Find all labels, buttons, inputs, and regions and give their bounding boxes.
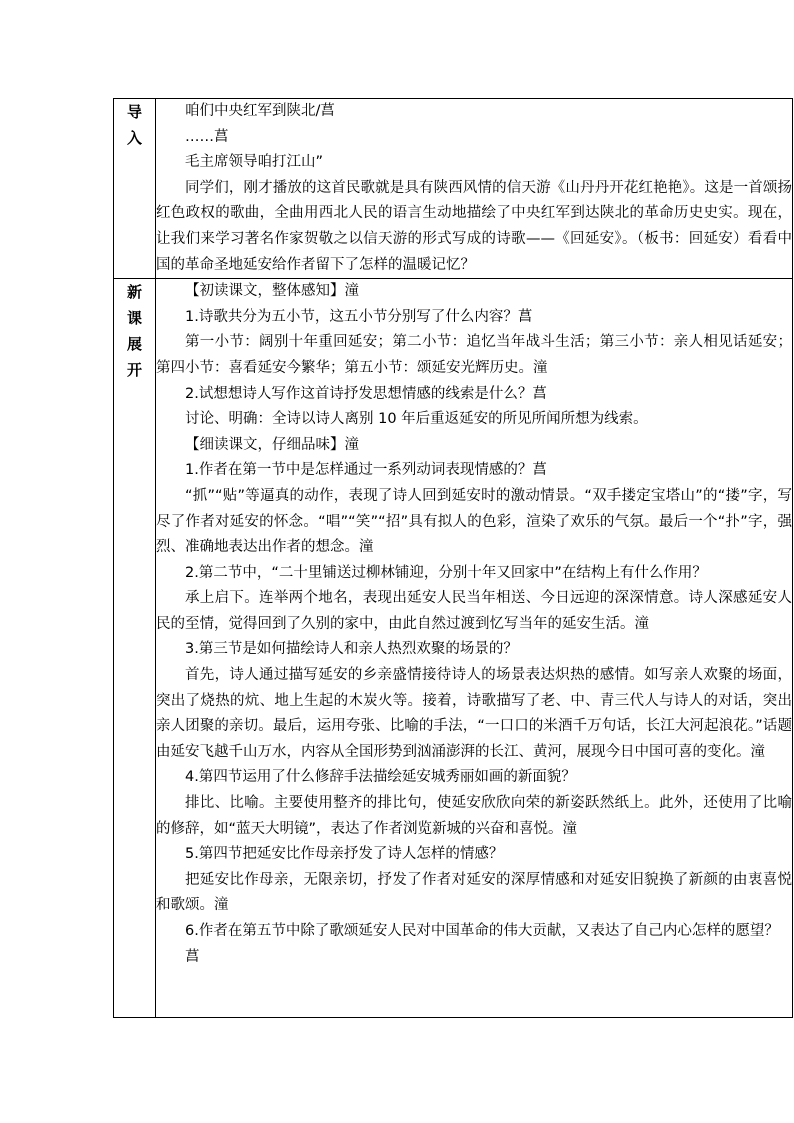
new-lesson-label-char-3: 展 bbox=[126, 335, 142, 354]
answer: 首先，诗人通过描写延安的乡亲盛情接待诗人的场景表达炽热的感情。如写亲人欢聚的场面，突出了烧热的炕、地上生起的木炭火等。接着，诗歌描写了老、中、青三代人与诗人的对话，突出亲人团聚的亲切。最后，运用夸张、比喻的手法，“一口口的米酒千万句话，长江大河起浪花。”话题由延安飞越千山万水，内容从全国形势到汹涌澎湃的长江、黄河，展现今日中国可喜的变化。潼 bbox=[156, 667, 792, 760]
new-lesson-label-char-1: 新 bbox=[126, 283, 142, 302]
intro-label-char-1: 导 bbox=[126, 103, 142, 121]
answer: 讨论、明确：全诗以诗人离别 10 年后重返延安的所见所闻所想为线索。 bbox=[185, 411, 648, 428]
question: 3.第三节是如何描绘诗人和亲人热烈欢聚的场景的？ bbox=[185, 641, 518, 658]
answer: “抓”“贴”等逼真的动作，表现了诗人回到延安时的激动情景。“双手搂定宝塔山”的“搂”字，写尽了作者对延安的怀念。“唱”“笑”“招”具有拟人的色彩，渲染了欢乐的气氛。最后一个“扑”字，强烈、准确地表达出作者的想念。潼 bbox=[156, 487, 792, 556]
answer: 把延安比作母亲，无限亲切，抒发了作者对延安的深厚情感和对延安旧貌换了新颜的由衷喜悦和歌颂。潼 bbox=[156, 871, 792, 914]
intro-label-cell bbox=[114, 99, 156, 279]
new-lesson-label-cell bbox=[114, 279, 156, 1018]
new-lesson-content-cell bbox=[156, 279, 793, 1018]
section-heading: 【初读课文，整体感知】潼 bbox=[185, 283, 359, 300]
question: 2.试想想诗人写作这首诗抒发思想情感的线索是什么？菖 bbox=[185, 385, 547, 402]
intro-paragraph: 毛主席领导咱打江山” bbox=[185, 154, 324, 171]
answer: 菖 bbox=[185, 948, 200, 965]
question: 5.第四节把延安比作母亲抒发了诗人怎样的情感？ bbox=[185, 846, 504, 863]
answer: 承上启下。连举两个地名，表现出延安人民当年相送、今日远迎的深深情意。诗人深感延安人民的至情，觉得回到了久别的家中，由此自然过渡到忆写当年的延安生活。潼 bbox=[156, 590, 792, 632]
new-lesson-row bbox=[114, 279, 793, 1018]
question: 2.第二节中，“二十里铺送过柳林铺迎，分别十年又回家中”在结构上有什么作用？ bbox=[185, 564, 707, 581]
intro-content-cell bbox=[156, 99, 793, 279]
answer: 第一小节：阔别十年重回延安；第二小节：追忆当年战斗生活；第三小节：亲人相见话延安；第四小节：喜看延安今繁华；第五小节：颂延安光辉历史。潼 bbox=[156, 334, 792, 376]
section-heading: 【细读课文，仔细品味】潼 bbox=[185, 436, 359, 453]
intro-row bbox=[114, 99, 793, 279]
new-lesson-label-char-4: 开 bbox=[126, 361, 142, 380]
question: 6.作者在第五节中除了歌颂延安人民对中国革命的伟大贡献，又表达了自己内心怎样的愿望？ bbox=[185, 923, 779, 939]
lesson-plan-table bbox=[113, 98, 793, 1018]
answer: 排比、比喻。主要使用整齐的排比句，使延安欣欣向荣的新姿跃然纸上。此外，还使用了比喻的修辞，如“蓝天大明镜”，表达了作者浏览新城的兴奋和喜悦。潼 bbox=[156, 795, 792, 837]
question: 1.作者在第一节中是怎样通过一系列动词表现情感的？菖 bbox=[185, 462, 547, 479]
intro-paragraph: 咱们中央红军到陕北/菖 bbox=[185, 103, 335, 119]
intro-paragraph: ……菖 bbox=[185, 128, 229, 145]
intro-label-char-2: 入 bbox=[126, 129, 142, 147]
question: 1.诗歌共分为五小节，这五小节分别写了什么内容？菖 bbox=[185, 308, 533, 325]
new-lesson-label-char-2: 课 bbox=[126, 309, 142, 328]
intro-paragraph: 同学们，刚才播放的这首民歌就是具有陕西风情的信天游《山丹丹开花红艳艳》。这是一首颂扬红色政权的歌曲，全曲用西北人民的语言生动地描绘了中央红军到达陕北的革命历史史实。现在，让我们来学习著名作家贺敬之以信天游的形式写成的诗歌——《回延安》。（板书：回延安）看看中国的革命圣地延安给作者留下了怎样的温暖记忆？ bbox=[156, 179, 792, 273]
question: 4.第四节运用了什么修辞手法描绘延安城秀丽如画的新面貌？ bbox=[185, 769, 576, 786]
